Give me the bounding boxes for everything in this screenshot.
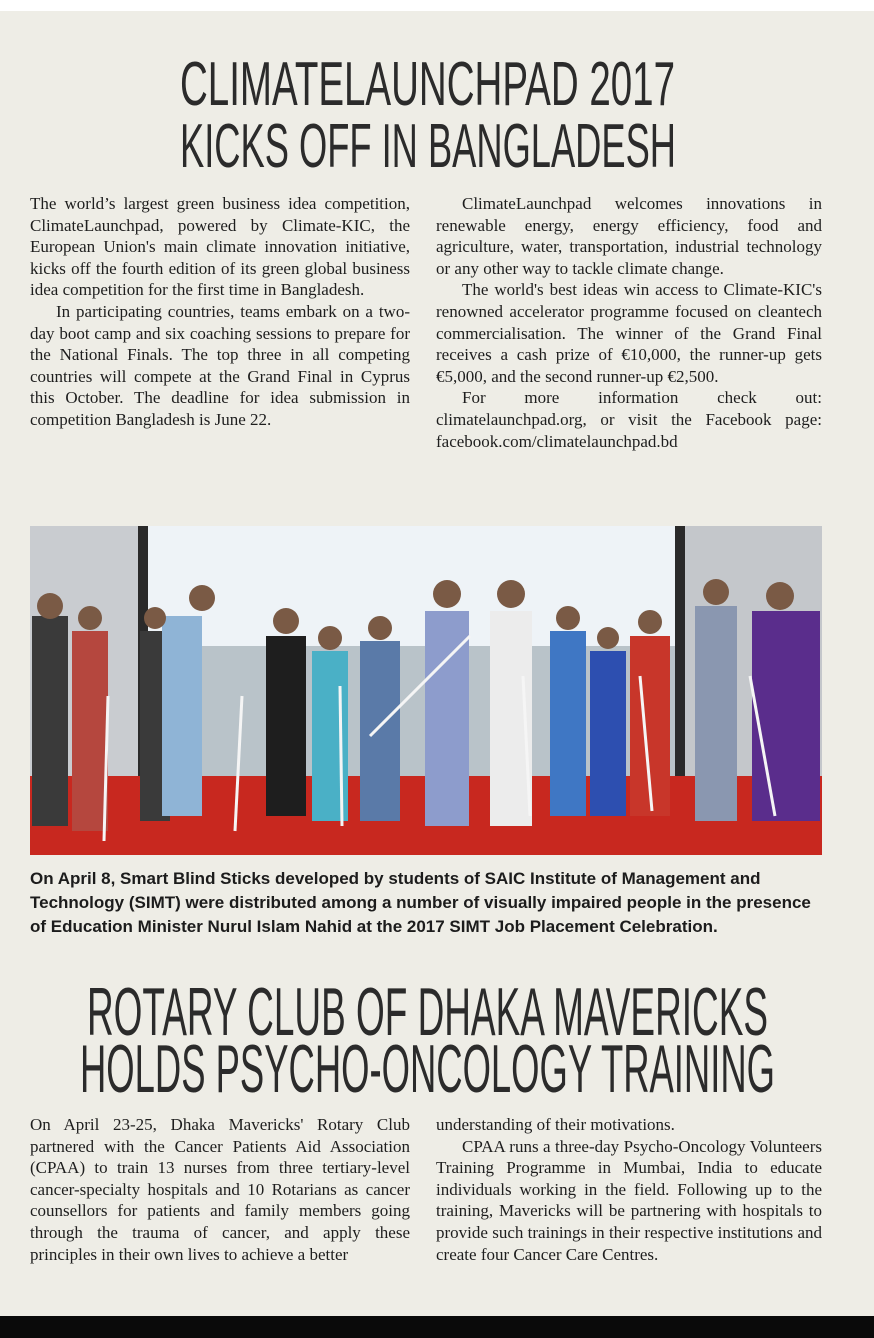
article2-headline <box>0 970 874 1105</box>
article2-column-right <box>436 1114 822 1265</box>
paragraph: On April 23-25, Dhaka Mavericks' Rotary Club partnered with the Cancer Patients Aid Association (CPAA) to train 13 nurses from three tertiary-level cancer-specialty hospitals and 10 Rotarians as cancer counsellors for patients and family members going through the trauma of cancer, and apply these principles in their own lives to achieve a better <box>30 1115 410 1264</box>
photo-caption: On April 8, Smart Blind Sticks developed by students of SAIC Institute of Management and Technology (SIMT) were distributed among a number of visually impaired people in the presence of Education Minister Nurul Islam Nahid at the 2017 SIMT Job Placement Celebration. <box>30 869 811 936</box>
paragraph: CPAA runs a three-day Psycho-Oncology Volunteers Training Programme in Mumbai, India to educate individuals working in the field. Following up to the training, Mavericks will be partnering with hospitals to provide such trainings in their respective institutions and create four Cancer Care Centres. <box>436 1136 822 1264</box>
headline-line: HOLDS PSYCHO-ONCOLOGY TRAINING <box>80 1031 775 1105</box>
page-bottom-border <box>0 1316 874 1338</box>
paragraph: ClimateLaunchpad welcomes innovations in renewable energy, energy efficiency, food and agriculture, water, transportation, industrial technology or any other way to tackle climate change. <box>436 194 822 278</box>
headline-line: KICKS OFF IN BANGLADESH <box>180 112 676 180</box>
people <box>32 579 820 841</box>
headline-line: CLIMATELAUNCHPAD 2017 <box>180 50 675 119</box>
headline-line: ROTARY CLUB OF DHAKA MAVERICKS <box>87 974 768 1050</box>
paragraph: understanding of their motivations. <box>436 1115 675 1134</box>
paragraph: The world’s largest green business idea competition, ClimateLaunchpad, powered by Climate-KIC, the European Union's main climate innovation initiative, kicks off the fourth edition of its green global business idea competition for the first time in Bangladesh. <box>30 194 410 300</box>
article1-column-right <box>436 193 822 452</box>
event-photo <box>30 526 822 855</box>
paragraph: In participating countries, teams embark on a two-day boot camp and six coaching sessions to prepare for the National Finals. The top three in all competing countries will compete at the Grand Final in Cyprus this October. The deadline for idea submission in competition Bangladesh is June 22. <box>30 301 410 429</box>
paragraph: For more information check out: climatelaunchpad.org, or visit the Facebook page: facebook.com/climatelaunchpad.bd <box>436 388 822 451</box>
article2-column-left <box>30 1114 410 1265</box>
projection-screen <box>148 526 675 646</box>
event-photo-illustration <box>30 526 822 855</box>
paragraph: The world's best ideas win access to Climate-KIC's renowned accelerator programme focused on cleantech commercialisation. The winner of the Grand Final receives a cash prize of €10,000, the runner-up gets €5,000, and the second runner-up €2,500. <box>436 280 822 386</box>
article1-column-left <box>30 193 410 431</box>
article1-headline <box>0 50 874 180</box>
